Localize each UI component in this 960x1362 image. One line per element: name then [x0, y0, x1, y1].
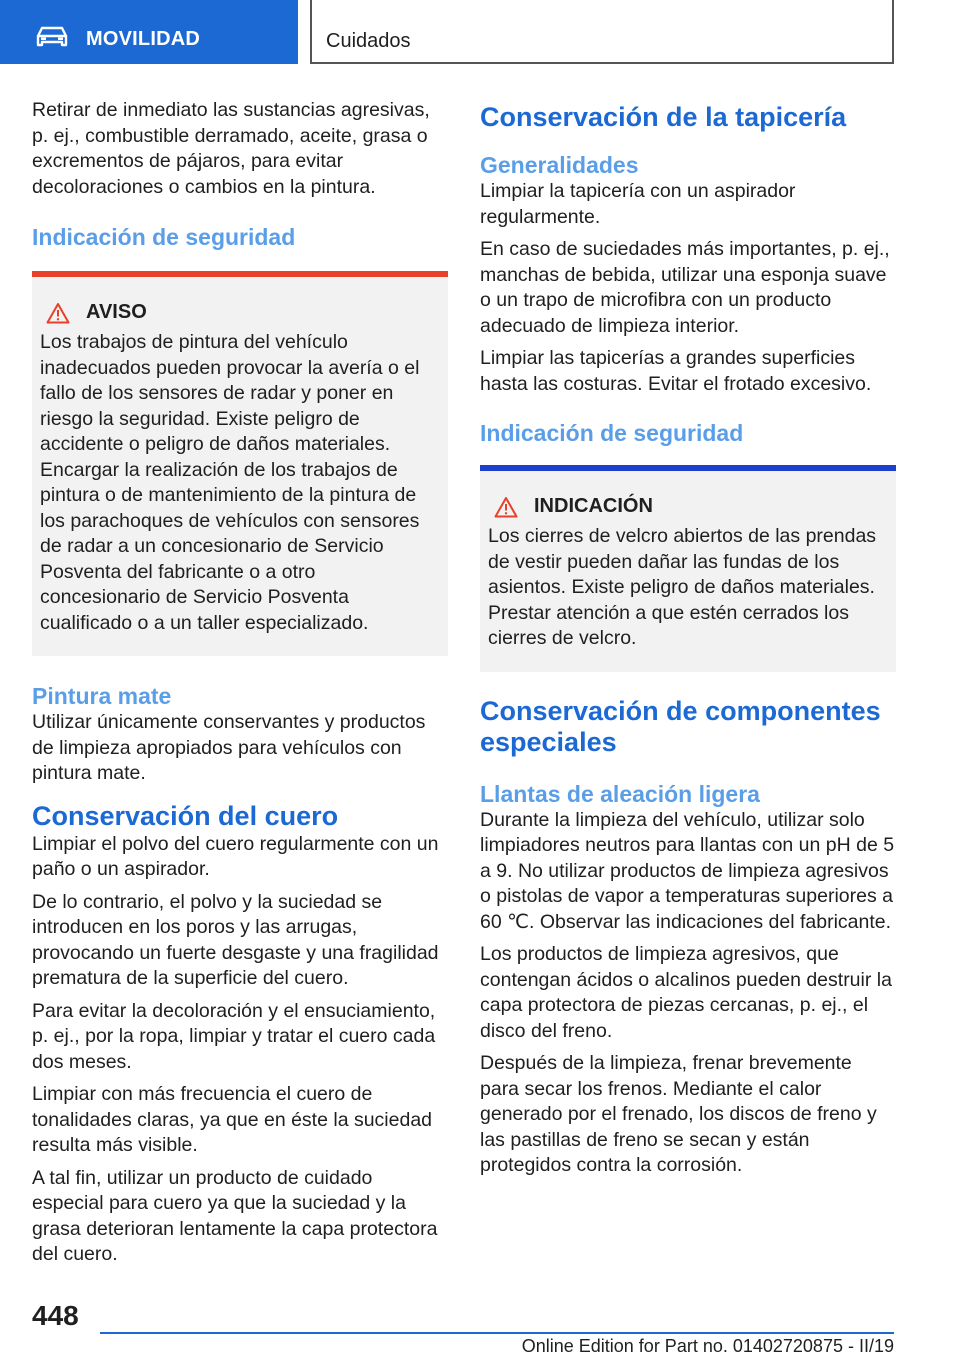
subsection-label: Cuidados	[326, 30, 411, 52]
leather-paragraph-1: Limpiar el polvo del cuero regularmente con un paño o un aspirador.	[32, 832, 439, 880]
alloy-paragraph-1: Durante la limpieza del vehículo, utilizar solo limpiadores neutros para llantas con un pH de 5 a 9. No utilizar productos de limpieza agresivos o pistolas de vapor a temperaturas superiores a 60 ℃. Observar las indicaciones del fabricante.	[480, 808, 895, 933]
left-column	[32, 98, 448, 1275]
intro-paragraph: Retirar de inmediato las sustancias agresivas, p. ej., combustible derramado, aceite, grasa o excrementos de pájaros, para evitar decoloraciones o cambios en la pintura.	[32, 99, 430, 198]
alloy-wheels-heading: Llantas de aleación ligera	[480, 780, 760, 807]
edition-note: Online Edition for Part no. 01402720875 - II/19	[521, 1336, 894, 1356]
note-box	[480, 465, 896, 672]
page-number: 448	[32, 1300, 79, 1331]
leather-heading: Conservación del cuero	[32, 800, 339, 831]
leather-paragraph-2: De lo contrario, el polvo y la suciedad se introducen en los poros y las arrugas, provocando un fuerte desgaste y una fragilidad prematura de la superficie del cuero.	[32, 890, 439, 989]
warning-triangle-icon	[494, 496, 518, 518]
alloy-paragraph-3: Después de la limpieza, frenar brevemente para secar los frenos. Mediante el calor generado por el frenado, los discos de freno y las pastillas de freno se secan y están protegidos contra la corrosión.	[480, 1052, 877, 1176]
car-icon	[34, 26, 70, 48]
safety-heading-right: Indicación de seguridad	[480, 420, 744, 446]
upholstery-heading: Conservación de la tapicería	[480, 102, 847, 132]
section-tab[interactable]	[0, 0, 298, 64]
warning-box	[32, 271, 448, 656]
upholstery-paragraph-3: Limpiar las tapicerías a grandes superficies hasta las costuras. Evitar el frotado excesivo.	[480, 347, 872, 395]
upholstery-paragraph-2: En caso de suciedades más importantes, p. ej., manchas de bebida, utilizar una esponja suave o un trapo de microfibra con un producto adecuado de limpieza interior.	[480, 238, 890, 337]
note-label: INDICACIÓN	[534, 495, 653, 517]
matte-paint-paragraph: Utilizar únicamente conservantes y productos de limpieza apropiados para vehículos con pintura mate.	[32, 711, 426, 784]
warning-triangle-icon	[46, 302, 70, 324]
section-label: MOVILIDAD	[86, 28, 201, 50]
warning-text: Los trabajos de pintura del vehículo inadecuados pueden provocar la avería o el fallo de los sensores de radar y poner en riesgo la seguridad. Existe peligro de accidente o peligro de daños materiales. Encargar la realización de los trabajos de pintura o de mantenimiento de la pintura de los parachoques de vehículos con sensores de radar a un concesionario de Servicio Posventa del fabricante o a otro concesionario de Servicio Posventa cualificado o a un taller especializado.	[40, 331, 420, 634]
special-components-heading: Conservación de componentes especiales	[480, 695, 881, 757]
warning-label: AVISO	[86, 301, 147, 323]
right-column	[480, 98, 896, 1186]
general-heading: Generalidades	[480, 152, 639, 178]
leather-paragraph-5: A tal fin, utilizar un producto de cuidado especial para cuero ya que la suciedad y la grasa deterioran lentamente la capa protectora del cuero.	[32, 1166, 438, 1265]
note-text: Los cierres de velcro abiertos de las prendas de vestir pueden dañar las fundas de los asientos. Existe peligro de daños materiales. Prestar atención a que estén cerrados los cierres de velcro.	[488, 525, 877, 649]
footer-divider	[100, 1332, 894, 1334]
upholstery-paragraph-1: Limpiar la tapicería con un aspirador regularmente.	[480, 180, 796, 228]
leather-paragraph-3: Para evitar la decoloración y el ensuciamiento, p. ej., por la ropa, limpiar y tratar el cuero cada dos meses.	[32, 999, 436, 1073]
safety-heading: Indicación de seguridad	[32, 224, 296, 250]
matte-paint-heading: Pintura mate	[32, 683, 172, 709]
alloy-paragraph-2: Los productos de limpieza agresivos, que contengan ácidos o alcalinos pueden destruir la capa protectora de piezas cercanas, p. ej., el disco del freno.	[480, 943, 892, 1042]
leather-paragraph-4: Limpiar con más frecuencia el cuero de tonalidades claras, ya que en éste la suciedad resulta más visible.	[32, 1083, 433, 1156]
breadcrumb[interactable]	[310, 0, 894, 64]
